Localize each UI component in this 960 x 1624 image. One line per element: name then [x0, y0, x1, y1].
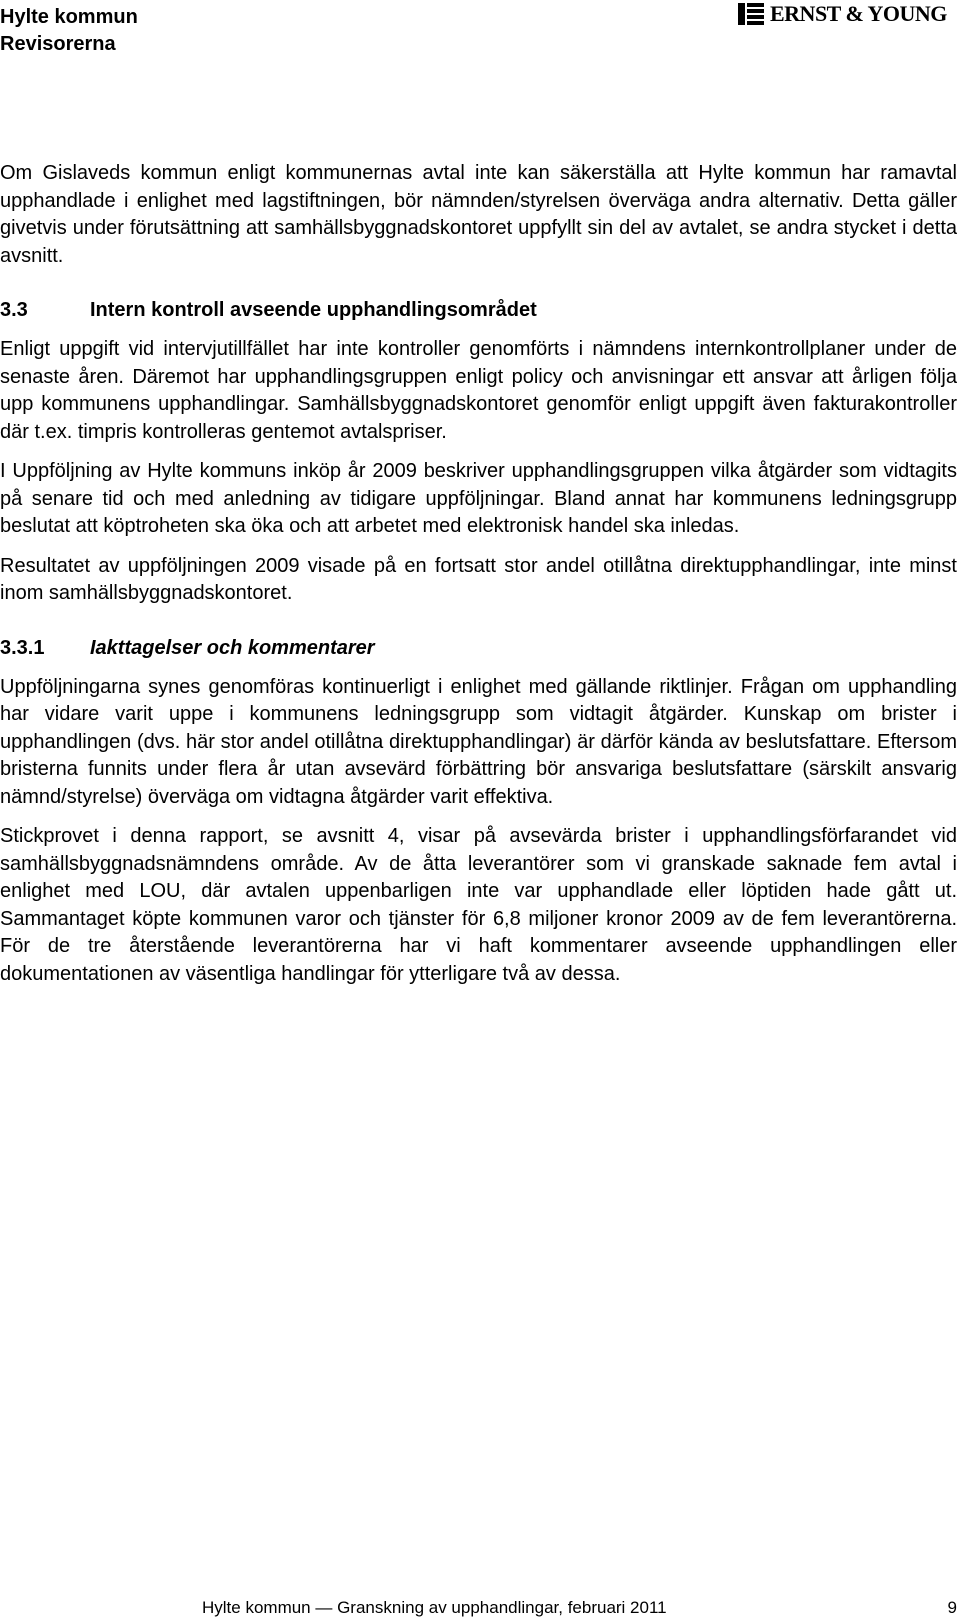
intro-paragraph: Om Gislaveds kommun enligt kommunernas avtal inte kan säkerställa att Hylte kommun har ramavtal upphandlade i enlighet med lagstiftningen, bör nämnden/styrelsen överväga andra alternativ. Detta gäller givetvis under förutsättning att samhällsbyggnadskontoret uppfyllt sin del av avtalet, se andra stycket i detta avsnitt.	[0, 162, 957, 267]
page-header	[0, 4, 138, 58]
ey-logo-icon	[738, 3, 764, 25]
paragraph: Stickprovet i denna rapport, se avsnitt 4, visar på avsevärda brister i upphandlingsförfarandet vid samhällsbyggnadsnämndens område. Av de åtta leverantörer som vi granskade saknade fem avtal i enlighet med LOU, där avtalen uppenbarligen inte var upphandlade eller löptiden hade gått ut. Sammantaget köpte kommunen varor och tjänster för 6,8 miljoner kronor 2009 av de fem leverantörerna. För de tre återstående leverantörerna har vi haft kommentarer avseende upphandlingen eller dokumentationen av väsentliga handlingar för ytterligare två av dessa.	[0, 825, 957, 985]
page-number: 9	[947, 1598, 957, 1617]
subsection-number: 3.3.1	[0, 636, 45, 659]
document-body	[0, 160, 957, 988]
section-number: 3.3	[0, 299, 28, 321]
section-title: Intern kontroll avseende upphandlingsområdet	[90, 299, 537, 321]
paragraph: Resultatet av uppföljningen 2009 visade på en fortsatt stor andel otillåtna direktupphandlingar, inte minst inom samhällsbyggnadskontoret.	[0, 554, 957, 604]
footer-text: Hylte kommun — Granskning av upphandlingar, februari 2011	[202, 1598, 667, 1617]
subsection-title: Iakttagelser och kommentarer	[90, 636, 375, 659]
paragraph: Uppföljningarna synes genomföras kontinuerligt i enlighet med gällande riktlinjer. Frågan om upphandling har vidare varit uppe i kommunens ledningsgrupp som vidtagit åtgärder. Kunskap om brister i upphandlingen (dvs. här stor andel otillåtna direktupphandlingar) är därför kända av beslutsfattare. Eftersom bristerna funnits under flera år utan avsevärd förbättring bör ansvariga beslutsfattare (särskilt ansvarig nämnd/styrelse) överväga om vidtagna åtgärder varit effektiva.	[0, 675, 957, 808]
ernst-young-logo	[738, 0, 950, 28]
section-heading-3-3	[0, 297, 957, 324]
section-heading-3-3-1	[0, 635, 957, 662]
paragraph: Enligt uppgift vid intervjutillfället har inte kontroller genomförts i nämndens internkontrollplaner under de senaste åren. Däremot har upphandlingsgruppen enligt policy och anvisningar ett ansvar att årligen följa upp kommunens upphandlingar. Samhällsbyggnadskontoret genomför enligt uppgift även fakturakontroller där t.ex. timpris kontrolleras gentemot avtalspriser.	[0, 338, 957, 443]
header-org: Hylte kommun	[0, 6, 138, 28]
page-footer	[0, 1596, 957, 1620]
header-dept: Revisorerna	[0, 33, 116, 55]
paragraph: I Uppföljning av Hylte kommuns inköp år 2009 beskriver upphandlingsgruppen vilka åtgärder som vidtagits på senare tid och med anledning av tidigare uppföljningar. Bland annat har kommunens ledningsgrupp beslutat att köptroheten ska öka och att arbetet med elektronisk handel ska inledas.	[0, 460, 957, 537]
logo-text: ERNST & YOUNG	[770, 1, 947, 26]
